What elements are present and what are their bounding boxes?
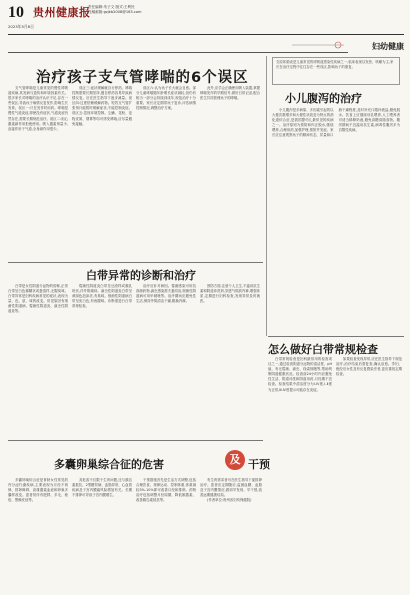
checkup-col-2: 如果检查发现异常,应在医生指导下规范治疗,治疗结束后需复查,确认治愈。孕妇、绝经后女性及有反复感染史者,更应重视定期检查。 [336, 357, 402, 377]
page-number: 10 [8, 4, 24, 21]
author-line: (作者单位:贵州省妇幼保健院) [207, 498, 252, 503]
discharge-col-1: 白带是女性阴道分泌物的俗称,正常白带呈白色稀糊状或蛋清样,无腥臭味。白带异常是妇科疾病常见的症状,表现为量、色、质、味的改变。常见原因有细菌性阴道病、霉菌性阴道炎、滴虫性阴道炎等。 [8, 284, 68, 314]
pcos-col-2: 其危害不仅限于生育问题,还与胰岛素抵抗、2型糖尿病、血脂异常、心血管疾病及子宫内膜癌风险增加有关。长期不排卵可导致子宫内膜增生。 [72, 478, 132, 498]
article-divider-right [268, 336, 404, 337]
pcos-col-1: 多囊卵巢综合征是育龄女性常见的内分泌代谢疾病,主要表现为月经不规律、排卵障碍、高雄激素血症和卵巢多囊样改变。患者常伴有肥胖、多毛、痤疮、黑棘皮症等。 [8, 478, 68, 503]
article-divider-bottom [8, 440, 263, 441]
discharge-col-4: 预防方面,注意个人卫生,不滥用抗生素和阴道冲洗剂,穿透气棉质内裤,增强体质,定期进行妇科检查,发现异常及时就医。 [200, 284, 260, 304]
header-meta [88, 5, 208, 14]
discharge-col-3: 治疗应针对病因。霉菌感染可用抗真菌药物,滴虫感染需夫妻同治,细菌性阴道病可用甲硝唑等。治疗期间应避免性生活,保持外阴清洁干燥,勤换内裤。 [136, 284, 196, 304]
section-ornament-icon [292, 40, 344, 50]
pcos-col-3: 干预措施首先是生活方式调整,包括合理饮食、规律运动、控制体重,体重减轻5%-10%即可改善月经和排卵。药物治疗包括调整月经周期、降低雄激素、改善胰岛素抵抗等。 [136, 478, 196, 503]
bronchitis-col-1: 支气管哮喘是儿童常见的慢性呼吸道疾病,其发病与遗传和环境因素有关。很多家长对哮喘的治疗认识不足,存在一些误区,导致孩子病情反复发作,影响生长发育。误区一:只在发作时用药。哮喘是慢性气道炎症,即使没有症状,气道炎症仍然存在,需要长期规范治疗。误区二:担心激素副作用拒绝使用。吸入激素剂量小,直接作用于气道,全身副作用很少。 [8, 86, 68, 131]
column-divider [266, 56, 267, 336]
headline-pcos-end: 干预 [248, 458, 270, 471]
headline-badge: 及 [225, 450, 245, 470]
bronchitis-col-2: 误区三:症状缓解就自行停药。哮喘控制需要长期坚持,擅自停药容易导致病情反复。应在医生指导下逐步减量。误区四:过度依赖缓解药物。短效支气管扩张剂只能暂时缓解症状,不能控制炎症。误区五:忽视环境控制。尘螨、花粉、宠物皮屑、烟雾等均可诱发哮喘,应尽量避免接触。 [72, 86, 132, 126]
email-line: 投稿邮箱:gzjkb2008@163.com [88, 9, 142, 14]
pcos-col-4: 有生育需求者可在医生指导下促排卵治疗。患者应定期随访,监测血糖、血脂及子宫内膜情况,做到早发现、早干预,改善远期健康结局。 (作者单位:贵州省妇幼保健院) [200, 478, 262, 503]
article-divider [8, 262, 263, 263]
headline-checkup: 怎么做好白带常规检查 [268, 343, 378, 356]
masthead-logo: 贵州健康报 [33, 6, 91, 19]
checkup-col-1: 白带常规检查是妇科最常用的检查项目之一,通过检查阴道分泌物的清洁度、pH值、有无霉菌、滴虫、线索细胞等,帮助判断阴道健康状况。检查前24小时内应避免性生活、阴道冲洗和阴道用药,月经期不宜检查。检查结果中清洁度分为Ⅰ-Ⅳ度,Ⅰ-Ⅱ度为正常,Ⅲ-Ⅳ度提示可能存在炎症。 [268, 357, 332, 392]
discharge-col-2: 霉菌性阴道炎白带呈豆渣样或凝乳块状,伴外阴瘙痒。滴虫性阴道炎白带呈黄绿色泡沫状,有臭味。细菌性阴道病白带呈灰白色,有鱼腥味。诊断需进行白带常规检查。 [72, 284, 132, 309]
header-rule-lower [8, 52, 348, 53]
header-rule [8, 34, 404, 35]
diarrhea-body: 小儿腹泻是多病原、多因素引起的以大便次数增多和大便性状改变为特点的消化道综合征,是我国婴幼儿最常见的疾病之一。治疗原则为预防和纠正脱水,继续喂养,合理用药,加强护理,预防并发症。家长应注意观察孩子的精神状态、尿量和口唇干燥程度,及时补充口服补液盐,避免脱水。饮食上应继续母乳喂养,人工喂养者可适当稀释奶液,避免高糖高脂食物。腹泻期间不宜滥用抗生素,病毒性腹泻多为自限性疾病。 [272, 108, 400, 138]
issue-date: 2023年5月8日 [8, 24, 34, 29]
headline-pcos: 多囊卵巢综合征的危害 [54, 458, 164, 471]
bronchitis-col-4: 此外,应学会正确使用吸入装置,掌握哮喘发作的早期信号,做好日常记录,配合医生共同管理孩子的哮喘。 [200, 86, 260, 101]
editor-line: 责任编辑:朱子文 版式:王利民 [88, 5, 135, 9]
headline-discharge: 白带异常的诊断和治疗 [86, 269, 196, 282]
section-title: 妇幼健康 [372, 42, 404, 51]
bronchitis-col-3: 误区六:认为孩子长大就会自愈。部分儿童哮喘随年龄增长症状减轻,但仍有相当一部分会持续到成年,规范治疗十分重要。家长应定期带孩子复诊,评估病情控制情况,调整治疗方案。 [136, 86, 196, 111]
intro-box: 支原体肺炎是儿童常见的呼吸道感染性疾病之一,临床表现以发热、咳嗽为主,家长在治疗过程中往往存在一些误区,影响孩子的康复。 [272, 57, 400, 85]
headline-diarrhea: 小儿腹泻的治疗 [285, 92, 362, 105]
headline-bronchitis: 治疗孩子支气管哮喘的6个误区 [36, 70, 249, 86]
